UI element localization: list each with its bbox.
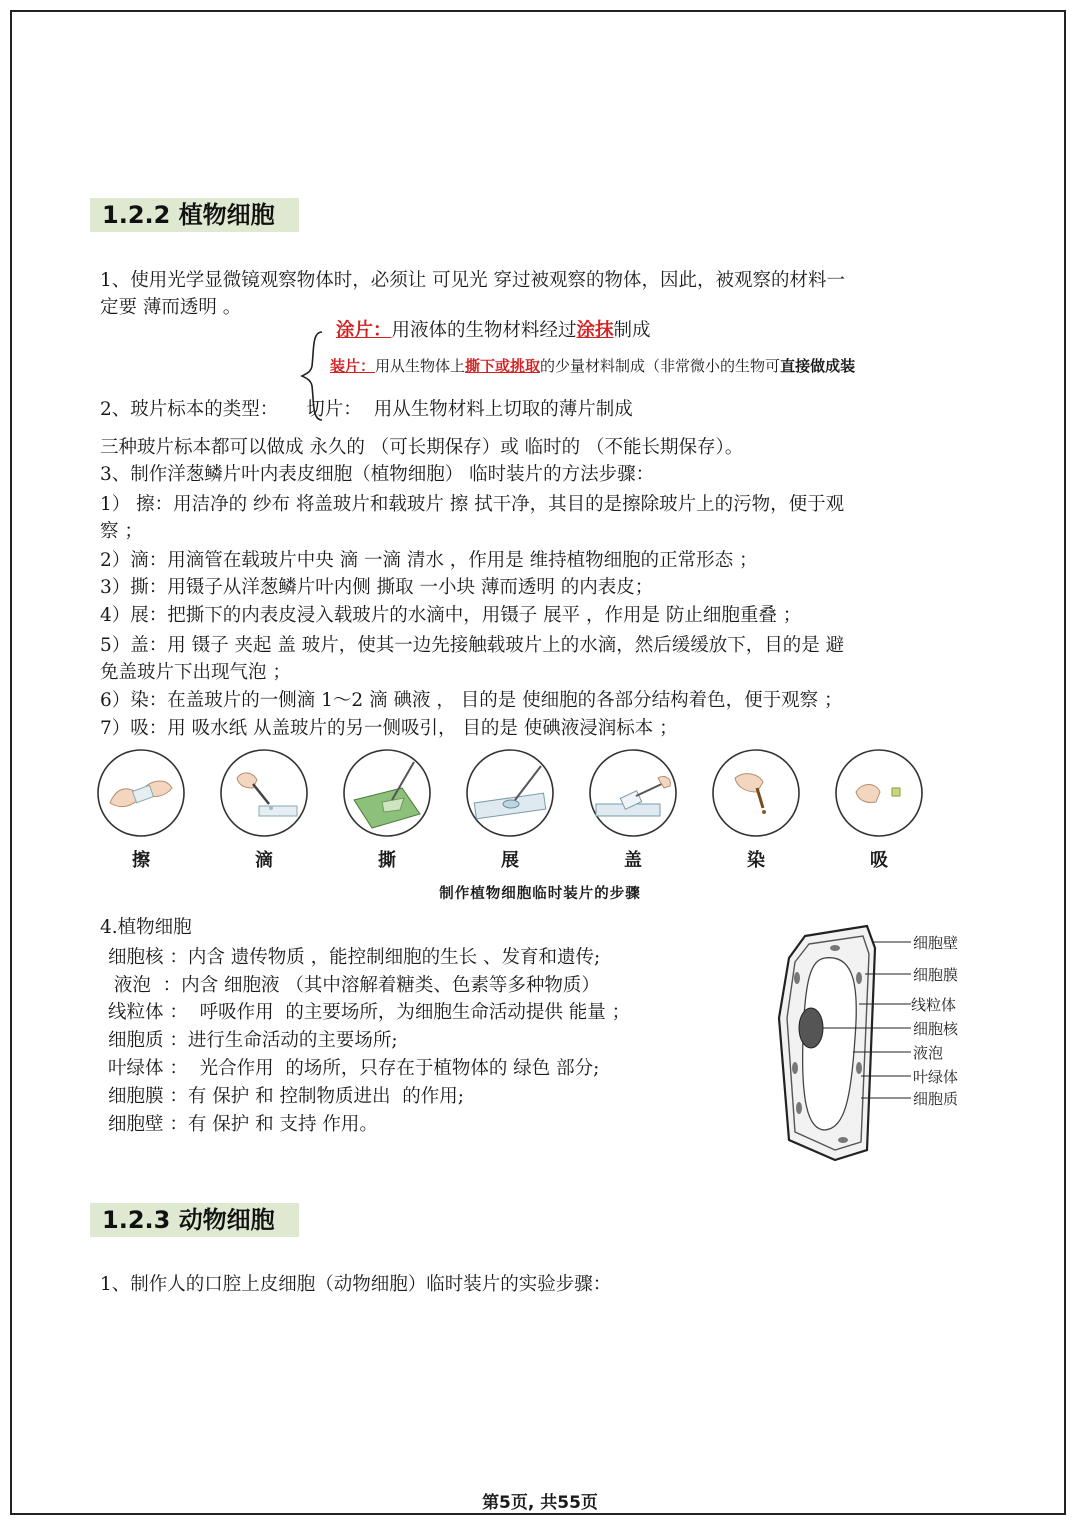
step-wipe	[95, 748, 187, 872]
section-title-plant-cell: 1.2.2 植物细胞	[90, 198, 299, 232]
onion-peel-icon	[342, 748, 432, 838]
smear-text-c: 制成	[613, 320, 651, 341]
figure-caption: 制作植物细胞临时装片的步骤	[439, 885, 641, 902]
procedure-line: 6）染：在盖玻片的一侧滴 1～2 滴 碘液 ， 目的是 使细胞的各部分结构着色，便于观察 ；	[100, 690, 843, 711]
procedure-line: 3）撕：用镊子从洋葱鳞片叶内侧 撕取 一小块 薄而透明 的内表皮；	[100, 577, 654, 598]
paragraph-microscope-line1: 1、使用光学显微镜观察物体时，必须让 可见光 穿过被观察的物体，因此，被观察的材料一	[100, 270, 846, 291]
absorb-paper-icon	[834, 748, 924, 838]
smear-label: 涂片：	[336, 320, 392, 341]
paragraph-microscope-line2: 定要 薄而透明 。	[100, 297, 242, 318]
section-title-animal-cell: 1.2.3 动物细胞	[90, 1203, 299, 1237]
step-label: 染	[747, 850, 765, 871]
step-tear	[341, 748, 433, 872]
diagram-label: 细胞核	[913, 1020, 959, 1038]
smear-keyword: 涂抹	[576, 320, 614, 341]
step-label: 撕	[378, 850, 396, 871]
animal-cell-step-heading: 1、制作人的口腔上皮细胞（动物细胞）临时装片的实验步骤：	[100, 1274, 612, 1295]
step-illustrations	[95, 748, 935, 871]
organelle-row: 细胞核 ：内含 遗传物质 ，能控制细胞的生长 、发育和遗传;	[108, 947, 601, 968]
mount-text-d: 直接做成装	[780, 357, 856, 375]
procedure-line: 免盖玻片下出现气泡 ；	[100, 662, 291, 683]
page-number: 第5页, 共55页	[482, 1493, 598, 1513]
procedure-line: 4）展：把撕下的内表皮浸入载玻片的水滴中，用镊子 展平 ，作用是 防止细胞重叠 ；	[100, 605, 802, 626]
dropper-icon	[219, 748, 309, 838]
step-drop	[218, 748, 310, 872]
mount-row	[330, 353, 855, 379]
step-label: 展	[501, 850, 519, 871]
diagram-label: 细胞质	[913, 1090, 959, 1108]
smear-row	[336, 318, 651, 344]
slide-types-intro: 2、玻片标本的类型：	[100, 399, 279, 420]
organelle-row: 细胞壁 ：有 保护 和 支持 作用。	[108, 1114, 378, 1135]
diagram-label: 线粒体	[911, 996, 957, 1014]
mount-keyword: 撕下或挑取	[465, 357, 541, 375]
organelle-row: 细胞膜 ：有 保护 和 控制物质进出 的作用;	[108, 1086, 465, 1107]
diagram-label: 细胞壁	[913, 934, 959, 952]
diagram-label: 细胞膜	[913, 966, 959, 984]
step-label: 吸	[870, 850, 888, 871]
organelle-row: 细胞质 ：进行生命活动的主要场所;	[108, 1030, 398, 1051]
procedure-line: 2）滴：用滴管在载玻片中央 滴 一滴 清水 ，作用是 维持植物细胞的正常形态 ；	[100, 550, 758, 571]
organelle-row: 叶绿体 ： 光合作用 的场所，只存在于植物体的 绿色 部分;	[108, 1058, 600, 1079]
procedure-line: 5）盖：用 镊子 夹起 盖 玻片，使其一边先接触载玻片上的水滴，然后缓缓放下，目的是 避	[100, 635, 845, 656]
stain-dropper-icon	[711, 748, 801, 838]
plant-cell-heading: 4.植物细胞	[100, 917, 192, 938]
step-label: 擦	[132, 850, 150, 871]
spread-slide-icon	[465, 748, 555, 838]
cover-slip-icon	[588, 748, 678, 838]
slide-types-row	[100, 397, 633, 423]
procedure-line: 7）吸：用 吸水纸 从盖玻片的另一侧吸引， 目的是 使碘液浸润标本 ；	[100, 718, 678, 739]
mount-text-a: 用从生物体上	[375, 357, 466, 375]
section-label: 切片：	[306, 399, 362, 420]
paragraph-onion-heading: 3、制作洋葱鳞片叶内表皮细胞（植物细胞） 临时装片的方法步骤：	[100, 464, 655, 485]
procedure-line: 1） 擦：用洁净的 纱布 将盖玻片和载玻片 擦 拭干净，其目的是擦除玻片上的污物，便于观	[100, 494, 845, 515]
section-text: 用从生物材料上切取的薄片制成	[373, 399, 633, 420]
paragraph-slide-kinds: 三种玻片标本都可以做成 永久的 （可长期保存）或 临时的 （不能长期保存）。	[100, 437, 744, 458]
step-absorb	[833, 748, 925, 872]
wipe-hands-icon	[96, 748, 186, 838]
mount-label: 装片：	[330, 357, 376, 375]
plant-cell-diagram	[775, 918, 995, 1168]
mount-text-c: 的少量材料制成（非常微小的生物可	[540, 357, 781, 375]
step-spread	[464, 748, 556, 872]
organelle-row: 液泡 ：内含 细胞液 （其中溶解着糖类、色素等多种物质）	[108, 975, 600, 996]
organelle-row: 线粒体 ： 呼吸作用 的主要场所，为细胞生命活动提供 能量 ；	[108, 1002, 631, 1023]
smear-text-a: 用液体的生物材料经过	[391, 320, 577, 341]
procedure-line: 察 ；	[100, 521, 143, 542]
step-stain	[710, 748, 802, 872]
step-label: 盖	[624, 850, 642, 871]
diagram-label: 叶绿体	[913, 1068, 959, 1086]
diagram-label: 液泡	[913, 1044, 944, 1062]
nucleus	[799, 1008, 823, 1048]
step-cover	[587, 748, 679, 872]
step-label: 滴	[255, 850, 273, 871]
